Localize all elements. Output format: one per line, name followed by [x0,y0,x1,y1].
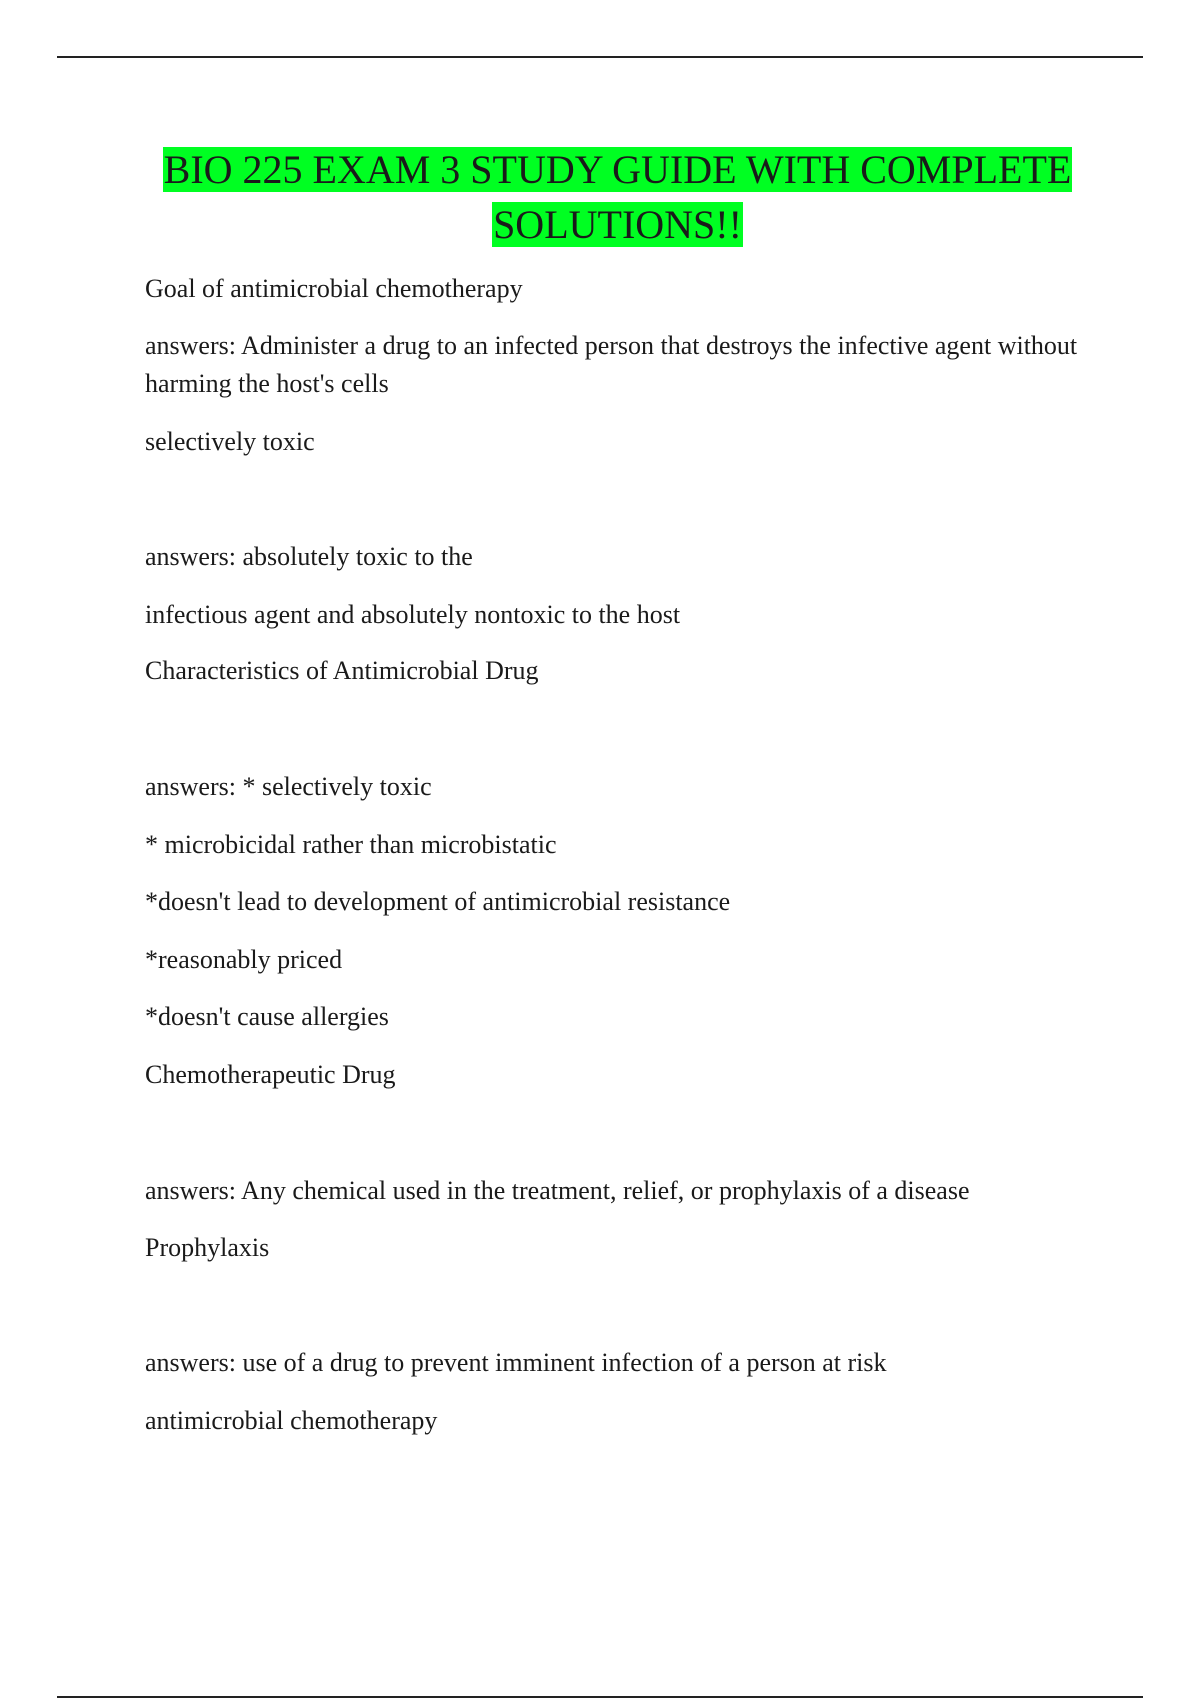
answer-text: answers: * selectively toxic [145,772,432,801]
answer-text: infectious agent and absolutely nontoxic to the host [145,600,681,629]
question-text: Prophylaxis [145,1233,270,1262]
title-line-1: BIO 225 EXAM 3 STUDY GUIDE WITH COMPLETE [163,147,1072,192]
answer-text: answers: use of a drug to prevent imminent infection of a person at risk [145,1348,887,1377]
question-text: antimicrobial chemotherapy [145,1406,438,1435]
header-rule [57,56,1143,58]
question-text: selectively toxic [145,427,315,456]
answer-text: *reasonably priced [145,945,343,974]
document-title [100,142,1135,252]
title-line-2: SOLUTIONS!! [493,202,742,247]
answer-text: answers: Administer a drug to an infected person that destroys the infective agent without harming the host's cells [145,331,1078,398]
question-text: Goal of antimicrobial chemotherapy [145,274,523,303]
answer-text: answers: absolutely toxic to the [145,542,473,571]
answer-text: *doesn't cause allergies [145,1002,389,1031]
answer-text: *doesn't lead to development of antimicrobial resistance [145,887,731,916]
question-text: Chemotherapeutic Drug [145,1060,396,1089]
answer-text: * microbicidal rather than microbistatic [145,830,557,859]
answer-text: answers: Any chemical used in the treatment, relief, or prophylaxis of a disease [145,1176,970,1205]
footer-rule [57,1696,1143,1698]
question-text: Characteristics of Antimicrobial Drug [145,656,539,685]
